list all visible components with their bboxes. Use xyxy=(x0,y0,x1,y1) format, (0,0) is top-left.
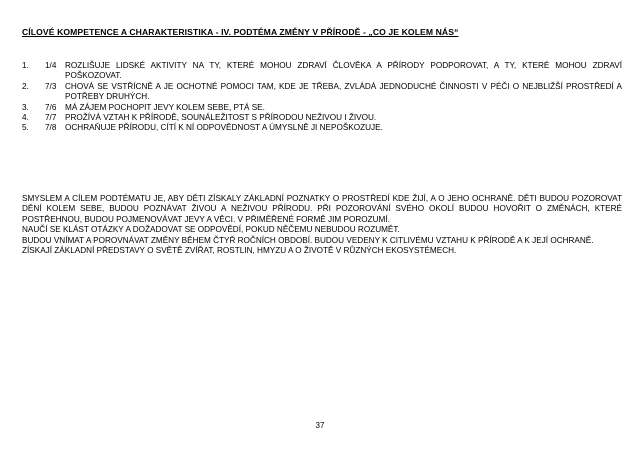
list-item-text: CHOVÁ SE VSTŘÍCNĚ A JE OCHOTNÉ POMOCI TAM, KDE JE TŘEBA, ZVLÁDÁ JEDNODUCHÉ ČINNOSTI V PÉČI O NEJBLIŽŠÍ PROSTŘEDÍ A POTŘEBY DRUHÝCH. xyxy=(65,81,622,102)
list-item-number: 3. xyxy=(22,102,29,112)
list-item-number: 2. xyxy=(22,81,29,91)
characteristics-paragraph: BUDOU VNÍMAT A POROVNÁVAT ZMĚNY BĚHEM ČTYŘ ROČNÍCH OBDOBÍ. BUDOU VEDENY K CITLIVÉMU VZTAHU K PŘÍRODĚ A K JEJÍ OCHRANĚ. xyxy=(22,235,594,245)
list-item-number: 1. xyxy=(22,61,29,70)
list-item xyxy=(22,123,622,133)
list-item xyxy=(22,61,622,82)
list-item xyxy=(22,103,622,113)
list-item-code: 1/4 xyxy=(45,61,57,70)
list-item-number: 4. xyxy=(22,113,29,123)
list-item-text: MÁ ZÁJEM POCHOPIT JEVY KOLEM SEBE, PTÁ SE. xyxy=(65,102,265,112)
list-item-text: ROZLIŠUJE LIDSKÉ AKTIVITY NA TY, KTERÉ MOHOU ZDRAVÍ ČLOVĚKA A PŘÍRODY PODPOROVAT, A TY, KTERÉ MOHOU ZDRAVÍ POŠKOZOVAT. xyxy=(65,61,622,81)
characteristics-paragraph: SMYSLEM A CÍLEM PODTÉMATU JE, ABY DĚTI ZÍSKALY ZÁKLADNÍ POZNATKY O PROSTŘEDÍ KDE ŽIJÍ, A O JEHO OCHRANĚ. DĚTI BUDOU POZOROVAT DĚNÍ KOLEM SEBE, BUDOU POZNÁVAT ŽIVOU A NEŽIVOU PŘÍRODU. PŘI POZOROVÁNÍ SVÉHO OKOLÍ BUDOU HOVOŘIT O ZMĚNÁCH, KTERÉ POSTŘEHNOU, BUDOU POJMENOVÁVAT JEVY A VĚCI. V PŘIMĚŘENÉ FORMĚ JIM POROZUMÍ. xyxy=(22,194,622,224)
competence-list xyxy=(22,61,622,134)
page-title: CÍLOVÉ KOMPETENCE A CHARAKTERISTIKA - IV. PODTÉMA ZMĚNY V PŘÍRODĚ - „CO JE KOLEM NÁS“ xyxy=(22,27,459,37)
list-item-code: 7/8 xyxy=(45,123,57,133)
characteristics-paragraph: ZÍSKAJÍ ZÁKLADNÍ PŘEDSTAVY O SVĚTĚ ZVÍŘAT, ROSTLIN, HMYZU A O ŽIVOTĚ V RŮZNÝCH EKOSYSTÉMECH. xyxy=(22,246,457,256)
list-item-code: 7/7 xyxy=(45,113,57,123)
characteristics-paragraph: NAUČÍ SE KLÁST OTÁZKY A DOŽADOVAT SE ODPOVĚDÍ, POKUD NĚČEMU NEBUDOU ROZUMĚT. xyxy=(22,225,400,235)
list-item-code: 7/6 xyxy=(45,102,57,112)
list-item-text: OCHRAŇUJE PŘÍRODU, CÍTÍ K NÍ ODPOVĚDNOST A ÚMYSLNĚ JI NEPOŠKOZUJE. xyxy=(65,123,383,133)
list-item xyxy=(22,82,622,103)
list-item-code: 7/3 xyxy=(45,81,57,91)
list-item xyxy=(22,113,622,123)
page-number: 37 xyxy=(315,421,325,430)
characteristics-section xyxy=(22,194,622,256)
list-item-number: 5. xyxy=(22,123,29,133)
list-item-text: PROŽÍVÁ VZTAH K PŘÍRODĚ, SOUNÁLEŽITOST S PŘÍRODOU NEŽIVOU I ŽIVOU. xyxy=(65,113,377,123)
